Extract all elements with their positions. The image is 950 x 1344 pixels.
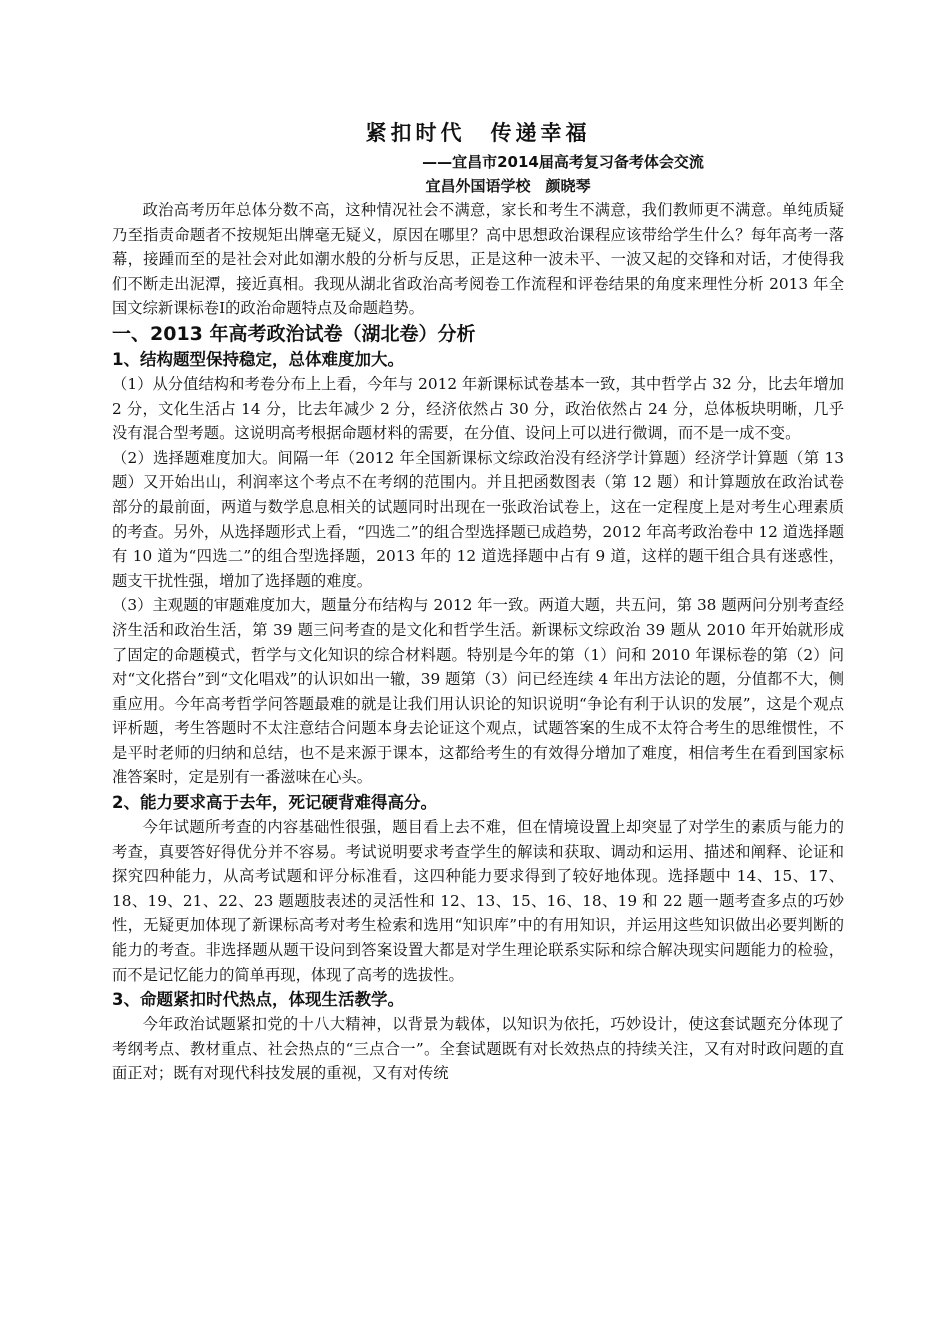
document-author: 宜昌外国语学校 颜晓琴: [425, 177, 591, 195]
subsection-3-heading: 3、命题紧扣时代热点，体现生活教学。: [112, 990, 404, 1010]
document-page: [112, 118, 844, 1086]
paragraph-1-1: （1）从分值结构和考卷分布上上看，今年与 2012 年新课标试卷基本一致，其中哲学占 32 分，比去年增加 2 分，文化生活占 14 分，比去年减少 2 分，经济依然占 30 分，政治依然占 24 分，总体板块明晰，几乎没有混合型考题。这说明高考根据命题材料的需要，在分值、设问上可以进行微调，而不是一成不变。: [112, 374, 844, 443]
subsection-1-heading: 1、结构题型保持稳定，总体难度加大。: [112, 349, 404, 369]
document-subtitle: ——宜昌市2014届高考复习备考体会交流: [422, 153, 704, 171]
intro-paragraph: 政治高考历年总体分数不高，这种情况社会不满意，家长和考生不满意，我们教师更不满意。单纯质疑乃至指责命题者不按规矩出牌毫无疑义，原因在哪里？高中思想政治课程应该带给学生什么？每年高考一落幕，接踵而至的是社会对此如潮水般的分析与反思，正是这种一波未平、一波又起的交锋和对话，才使得我们不断走出泥潭，接近真相。我现从湖北省政治高考阅卷工作流程和评卷结果的角度来理性分析 2013 年全国文综新课标卷Ⅰ的政治命题特点及命题趋势。: [112, 201, 844, 318]
paragraph-2-1: 今年试题所考查的内容基础性很强，题目看上去不难，但在情境设置上却突显了对学生的素质与能力的考查，真要答好得优分并不容易。考试说明要求考查学生的解读和获取、调动和运用、描述和阐释、论证和探究四种能力，从高考试题和评分标准看，这四种能力要求得到了较好地体现。选择题中 14、15、17、18、19、21、22、23 题题肢表述的灵活性和 12、13、15、16、18、19 和 22 题一题考查多点的巧妙性，无疑更加体现了新课标高考对考生检索和选用“知识库”中的有用知识，并运用这些知识做出必要判断的能力的考查。非选择题从题干设问到答案设置大都是对学生理论联系实际和综合解决现实问题能力的检验，而不是记忆能力的简单再现，体现了高考的选拔性。: [112, 818, 844, 984]
paragraph-1-3: （3）主观题的审题难度加大，题量分布结构与 2012 年一致。两道大题，共五问，第 38 题两问分别考查经济生活和政治生活，第 39 题三问考查的是文化和哲学生活。新课标文综政治 39 题从 2010 年开始就形成了固定的命题模式，哲学与文化知识的综合材料题。特别是今年的第（1）问和 2010 年课标卷的第（2）问对“文化搭台”到“文化唱戏”的认识如出一辙，39 题第（3）问已经连续 4 年出方法论的题，分值都不大，侧重应用。今年高考哲学问答题最难的就是让我们用认识论的知识说明“争论有利于认识的发展”，这是个观点评析题，考生答题时不太注意结合问题本身去论证这个观点，试题答案的生成不太符合考生的思维惯性，不是平时老师的归纳和总结，也不是来源于课本，这都给考生的有效得分增加了难度，相信考生在看到国家标准答案时，定是别有一番滋味在心头。: [112, 596, 844, 787]
document-title: 紧扣时代 传递幸福: [365, 121, 591, 145]
paragraph-3-1: 今年政治试题紧扣党的十八大精神，以背景为载体，以知识为依托，巧妙设计，使这套试题充分体现了考纲考点、教材重点、社会热点的“三点合一”。全套试题既有对长效热点的持续关注，又有对时政问题的直面正对；既有对现代科技发展的重视，又有对传统: [112, 1015, 844, 1083]
paragraph-1-2: （2）选择题难度加大。间隔一年（2012 年全国新课标文综政治没有经济学计算题）经济学计算题（第 13 题）又开始出山，利润率这个考点不在考纲的范围内。并且把函数图表（第 12 题）和计算题放在政治试卷部分的最前面，两道与数学息息相关的试题同时出现在一张政治试卷上，这在一定程度上是对考生心理素质的考查。另外，从选择题形式上看，“四选二”的组合型选择题已成趋势，2012 年高考政治卷中 12 道选择题有 10 道为“四选二”的组合型选择题，2013 年的 12 道选择题中占有 9 道，这样的题干组合具有迷惑性，题支干扰性强，增加了选择题的难度。: [112, 448, 844, 590]
section-1-heading: 一、2013 年高考政治试卷（湖北卷）分析: [112, 322, 476, 345]
subsection-2-heading: 2、能力要求高于去年，死记硬背难得高分。: [112, 793, 437, 813]
